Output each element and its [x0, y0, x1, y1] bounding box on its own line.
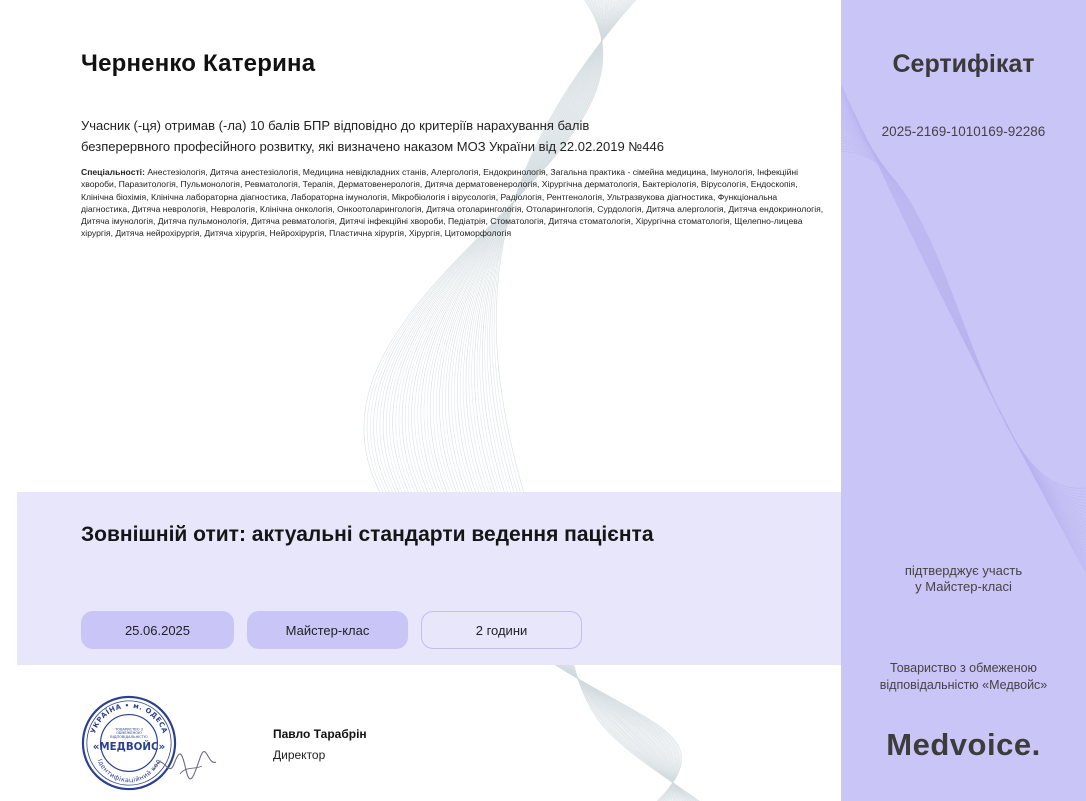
- event-type-text: Майстер-клас: [285, 622, 370, 638]
- statement-line-2: безперервного професійного розвитку, які визначено наказом МОЗ України від 22.02.2019 №446: [81, 139, 664, 154]
- recipient-name: Черненко Катерина: [81, 50, 316, 77]
- certificate-title: Сертифікат: [892, 50, 1035, 78]
- duration-text: 2 години: [475, 622, 528, 638]
- signature-icon: [150, 740, 220, 785]
- svg-text:Ідентифікаційний код: Ідентифікаційний код: [95, 757, 163, 785]
- participation-confirmation: [841, 563, 1086, 595]
- course-title: Зовнішній отит: актуальні стандарти ведення пацієнта: [81, 523, 654, 546]
- director-name: Павло Тарабрін: [273, 727, 367, 741]
- specialties-label: Спеціальності:: [81, 167, 145, 177]
- certificate-number: 2025-2169-1010169-92286: [881, 124, 1046, 139]
- organization-name: [841, 660, 1086, 694]
- specialties-list: [81, 166, 826, 240]
- certificate-sidebar: [841, 0, 1086, 801]
- organization-line-2: відповідальністю «Медвойс»: [879, 678, 1048, 692]
- specialties-text: Анестезіологія, Дитяча анестезіологія, Медицина невідкладних станів, Алергологія, Ендокринологія, Загальна практика - сімейна медицина, Імунологія, Інфекційні хвороби, Паразитологія, Пульмонологія, Ревматологія, Терапія, Дерматовенерологія, Дитяча дерматовенерологія, Хірургічна дерматологія, Бактеріологія, Вірусологія, Ендоскопія, Клінічна біохімія, Клінічна лабораторна діагностика, Лабораторна імунологія, Мікробіологія і вірусологія, Радіологія, Рентгенологія, Ультразвукова діагностика, Функціональна діагностика, Дитяча неврологія, Неврологія, Клінічна онкологія, Онкоотоларингологія, Дитяча отоларингологія, Отоларингологія, Сурдологія, Дитяча алергологія, Дитяча ендокринологія, Дитяча імунологія, Дитяча пульмонологія, Дитяча ревматологія, Дитячі інфекційні хвороби, Педіатрія, Стоматологія, Дитяча стоматологія, Хірургічна стоматологія, Щелепно-лицева хірургія, Дитяча нейрохірургія, Дитяча хірургія, Нейрохірургія, Пластична хірургія, Хірургія, Цитоморфологія: [81, 167, 824, 239]
- date-badge: [81, 611, 234, 649]
- confirmation-line-1: підтверджує участь: [904, 563, 1023, 578]
- organization-line-1: Товариство з обмеженою: [890, 661, 1037, 675]
- duration-badge: [421, 611, 582, 649]
- seal-center-small: ТОВАРИСТВО З ОБМЕЖЕНОЮ ВІДПОВІДАЛЬНІСТЮ: [110, 727, 148, 740]
- seal-top-text: УКРАЇНА • м. ОДЕСА: [89, 701, 169, 735]
- confirmation-line-2: у Майстер-класі: [915, 579, 1012, 594]
- event-type-badge: [247, 611, 408, 649]
- brand-logo: Medvoice.: [886, 727, 1041, 762]
- date-text: 25.06.2025: [124, 622, 191, 638]
- seal-center-big: «МЕДВОЙС»: [92, 740, 166, 753]
- statement-line-1: Учасник (-ця) отримав (-ла) 10 балів БПР відповідно до критеріїв нарахування балів: [81, 118, 590, 133]
- director-title: Директор: [273, 748, 326, 762]
- credits-statement: [81, 115, 681, 157]
